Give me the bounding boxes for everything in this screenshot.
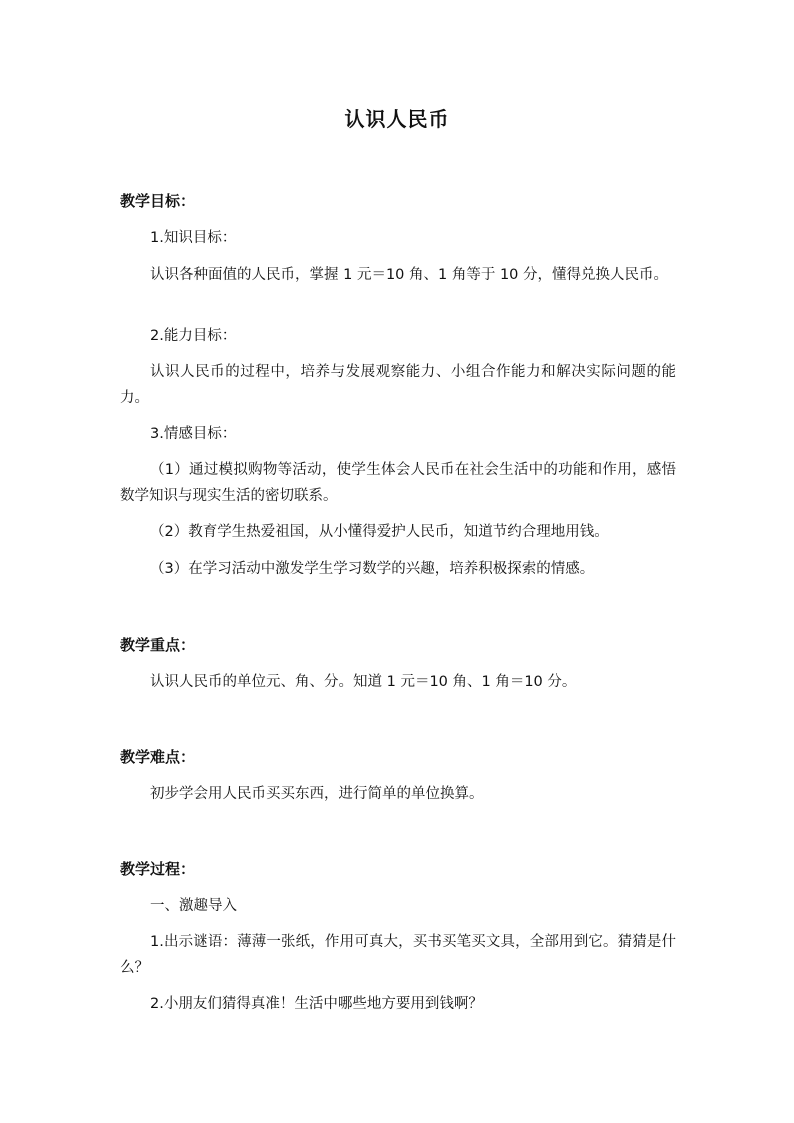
paragraph: 2.小朋友们猜得真准！生活中哪些地方要用到钱啊？ [150, 996, 483, 1012]
paragraph: 认识各种面值的人民币，掌握 1 元＝10 角、1 角等于 10 分，懂得兑换人民币。 [150, 267, 669, 283]
paragraph: （3）在学习活动中激发学生学习数学的兴趣，培养积极探索的情感。 [150, 561, 595, 577]
paragraph: 认识人民币的过程中，培养与发展观察能力、小组合作能力和解决实际问题的能力。 [120, 364, 676, 406]
paragraph: 初步学会用人民币买买东西，进行简单的单位换算。 [150, 786, 484, 802]
section-heading-key-points: 教学重点： [120, 636, 196, 654]
paragraph: 认识人民币的单位元、角、分。知道 1 元＝10 角、1 角＝10 分。 [150, 674, 577, 690]
section-heading-process: 教学过程： [120, 860, 196, 878]
document-title: 认识人民币 [344, 107, 450, 131]
paragraph: 2.能力目标： [150, 328, 237, 344]
paragraph: （2）教育学生热爱祖国，从小懂得爱护人民币，知道节约合理地用钱。 [150, 524, 609, 540]
section-heading-objectives: 教学目标： [120, 192, 196, 210]
paragraph: 一、激趣导入 [150, 898, 237, 914]
paragraph: 1.知识目标： [150, 230, 237, 246]
paragraph: 3.情感目标： [150, 426, 237, 442]
paragraph: （1）通过模拟购物等活动，使学生体会人民币在社会生活中的功能和作用，感悟数学知识与现实生活的密切联系。 [120, 462, 676, 504]
section-heading-difficulties: 教学难点： [120, 748, 196, 766]
paragraph: 1.出示谜语：薄薄一张纸，作用可真大，买书买笔买文具，全部用到它。猜猜是什么？ [120, 934, 676, 976]
